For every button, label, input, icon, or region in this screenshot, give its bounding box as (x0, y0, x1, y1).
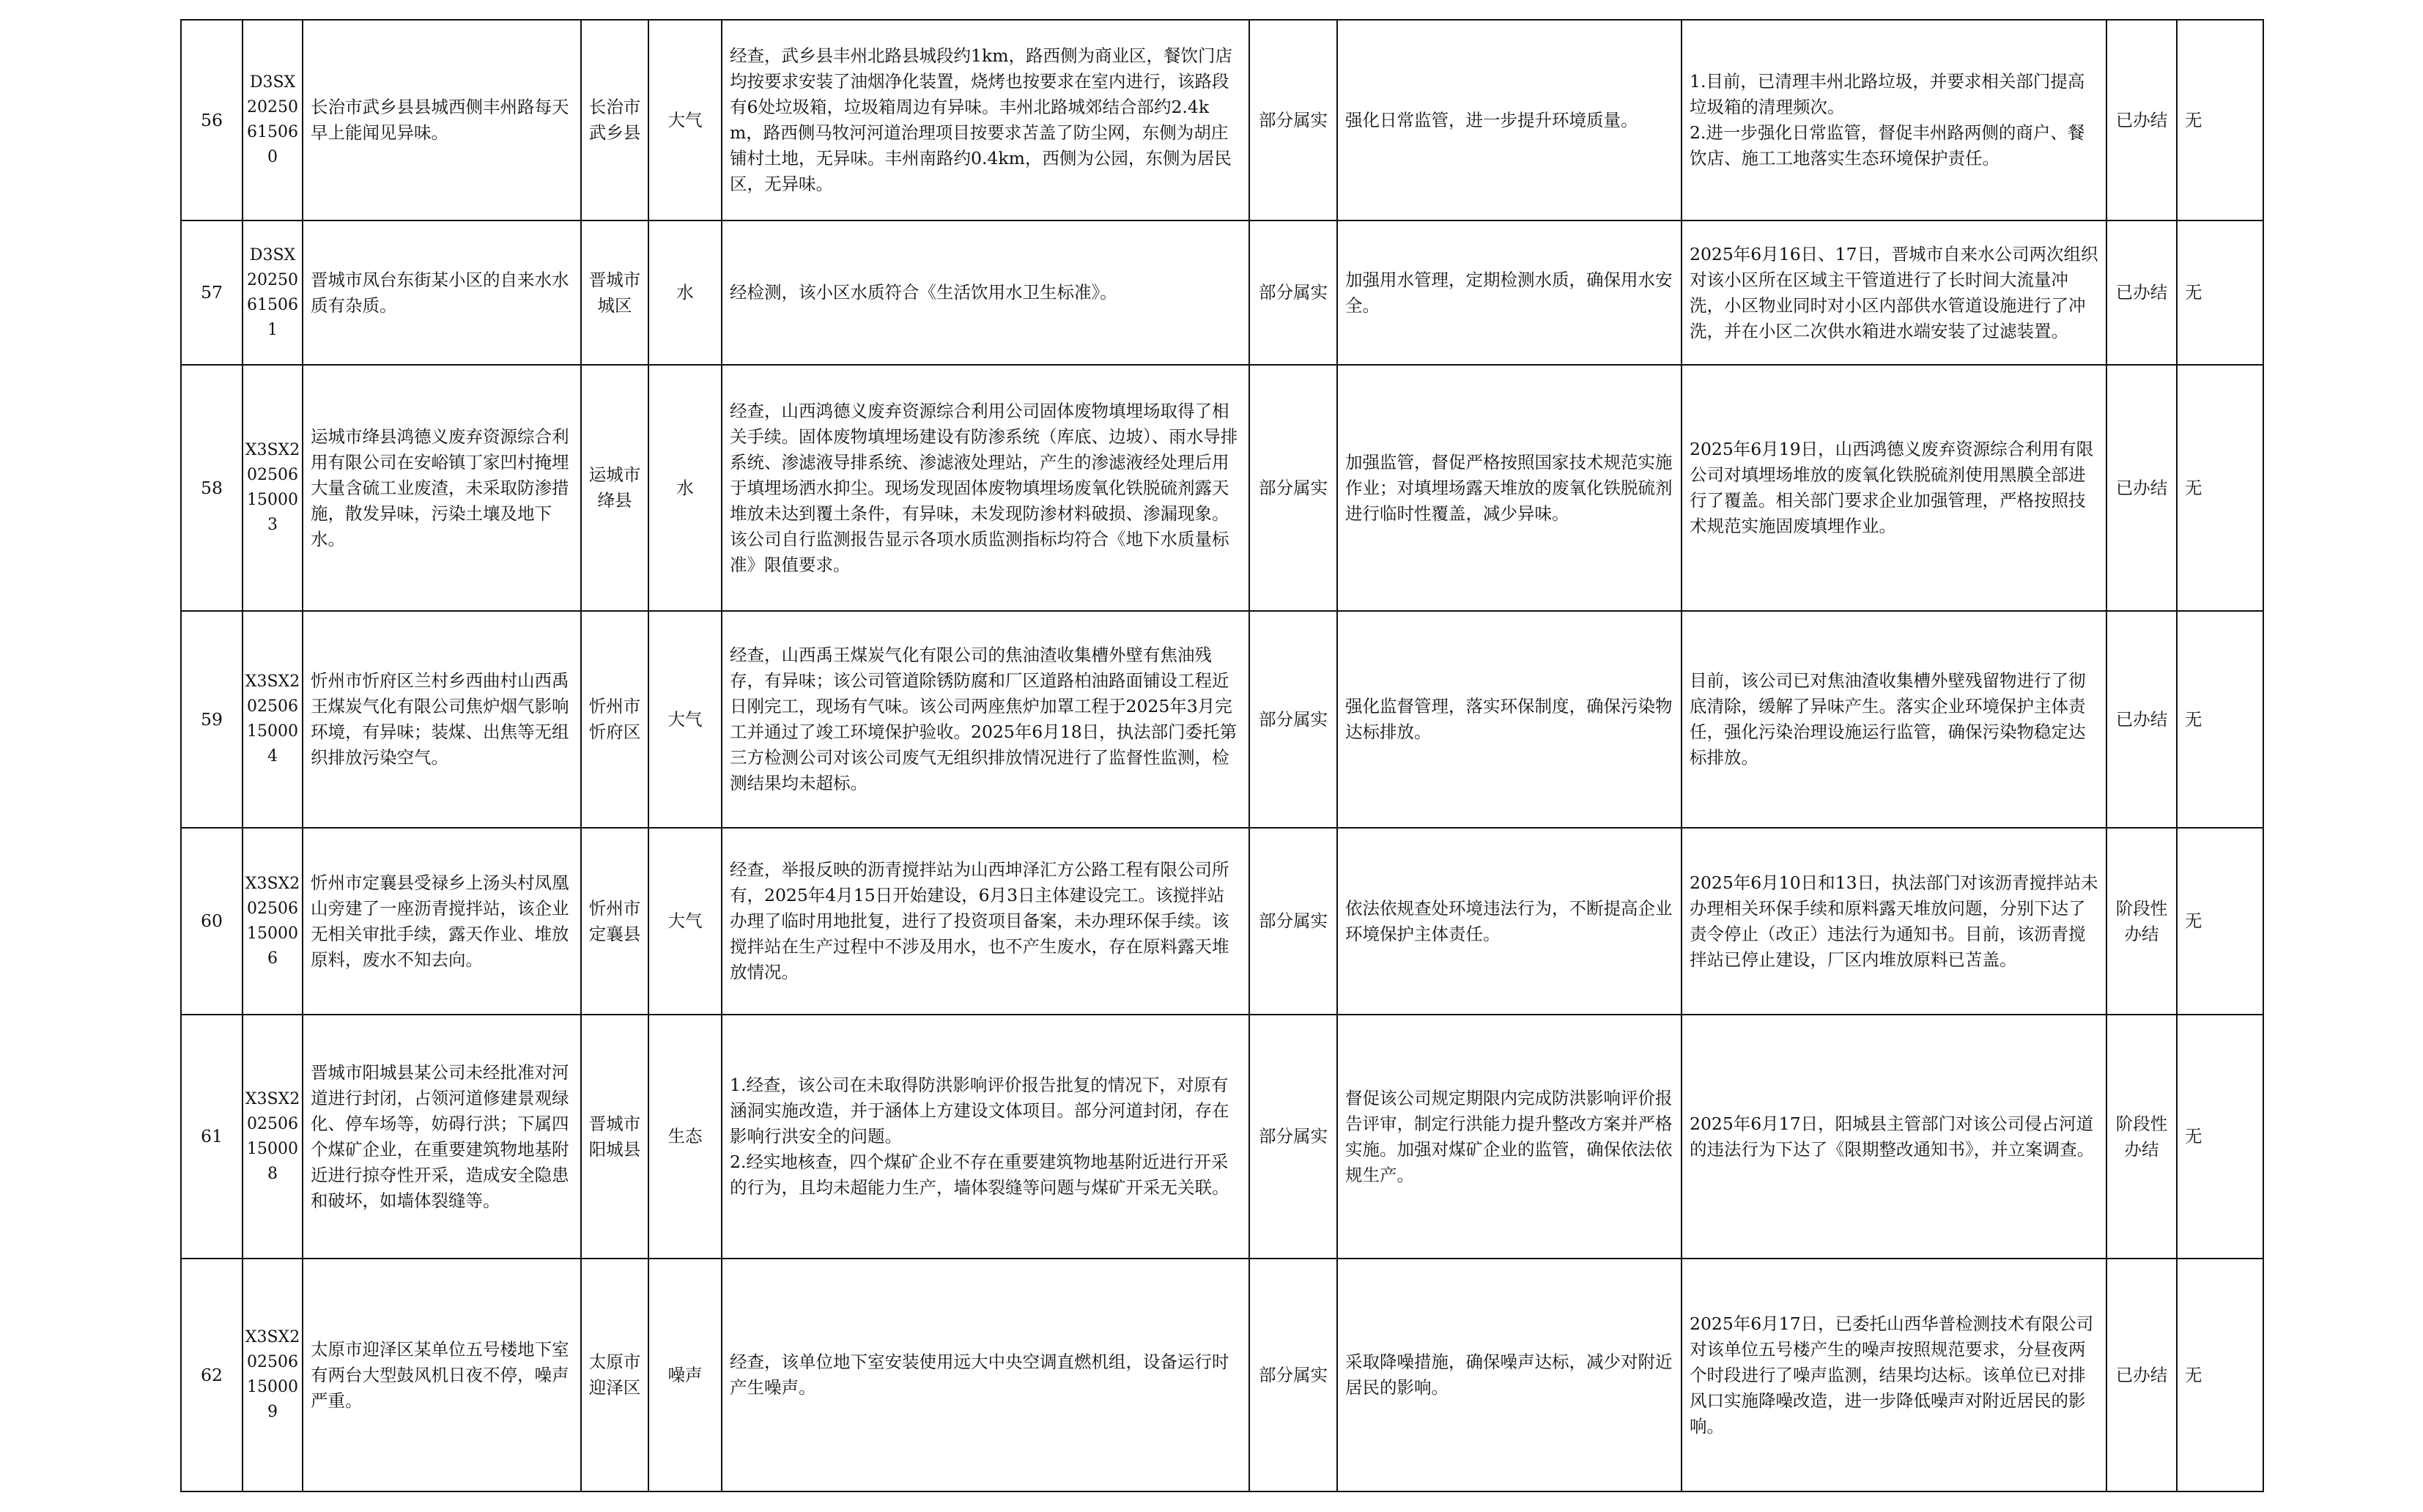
rectification-status: 2025年6月10日和13日，执法部门对该沥青搅拌站未办理相关环保手续和原料露天堆放问题，分别下达了责令停止（改正）违法行为通知书。目前，该沥青搅拌站已停止建设，厂区内堆放原料已苫盖。 (1682, 828, 2106, 1015)
completion-status: 已办结 (2106, 365, 2177, 611)
accountability: 无 (2177, 1015, 2263, 1259)
investigation-findings: 经查，举报反映的沥青搅拌站为山西坤泽汇方公路工程有限公司所有，2025年4月15日开始建设，6月3日主体建设完工。该搅拌站办理了临时用地批复，进行了投资项目备案，未办理环保手续。该搅拌站在生产过程中不涉及用水，也不产生废水，存在原料露天堆放情况。 (722, 828, 1249, 1015)
verification-result: 部分属实 (1249, 828, 1337, 1015)
completion-status: 已办结 (2106, 20, 2177, 220)
rectification-status: 2025年6月17日，已委托山西华普检测技术有限公司对该单位五号楼产生的噪声按照规范要求，分昼夜两个时段进行了噪声监测，结果均达标。该单位已对排风口实施降噪改造，进一步降低噪声对附近居民的影响。 (1682, 1259, 2106, 1491)
table-row (181, 365, 2263, 611)
rectification-status: 1.目前，已清理丰州北路垃圾，并要求相关部门提高垃圾箱的清理频次。 2.进一步强化日常监管，督促丰州路两侧的商户、餐饮店、施工工地落实生态环境保护责任。 (1682, 20, 2106, 220)
accountability: 无 (2177, 828, 2263, 1015)
verification-result: 部分属实 (1249, 20, 1337, 220)
case-code: D3SX2025061506​1 (243, 220, 303, 365)
row-number: 57 (181, 220, 243, 365)
completion-status: 阶段性办结 (2106, 828, 2177, 1015)
table-row (181, 1259, 2263, 1491)
completion-status: 已办结 (2106, 220, 2177, 365)
case-code: X3SX2025061500​03 (243, 365, 303, 611)
handling-opinion: 依法依规查处环境违法行为，不断提高企业环境保护主体责任。 (1337, 828, 1682, 1015)
complaint-content: 晋城市阳城县某公司未经批准对河道进行封闭，占领河道修建景观绿化、停车场等，妨碍行洪；下属四个煤矿企业，在重要建筑物地基附近进行掠夺性开采，造成安全隐患和破坏，如墙体裂缝等。 (303, 1015, 581, 1259)
row-number: 60 (181, 828, 243, 1015)
verification-result: 部分属实 (1249, 220, 1337, 365)
administrative-district: 忻州市忻府区 (581, 611, 648, 828)
completion-status: 已办结 (2106, 1259, 2177, 1491)
case-code: D3SX2025061506​0 (243, 20, 303, 220)
row-number: 59 (181, 611, 243, 828)
handling-opinion: 采取降噪措施，确保噪声达标，减少对附近居民的影响。 (1337, 1259, 1682, 1491)
administrative-district: 晋城市城区 (581, 220, 648, 365)
investigation-findings: 1.经查，该公司在未取得防洪影响评价报告批复的情况下，对原有涵洞实施改造，并于涵体上方建设文体项目。部分河道封闭，存在影响行洪安全的问题。 2.经实地核查，四个煤矿企业不存在重要建筑物地基附近进行开采的行为，且均未超能力生产，墙体裂缝等问题与煤矿开采无关联。 (722, 1015, 1249, 1259)
accountability: 无 (2177, 1259, 2263, 1491)
complaint-content: 太原市迎泽区某单位五号楼地下室有两台大型鼓风机日夜不停，噪声严重。 (303, 1259, 581, 1491)
completion-status: 已办结 (2106, 611, 2177, 828)
pollution-type: 噪声 (648, 1259, 722, 1491)
administrative-district: 太原市迎泽区 (581, 1259, 648, 1491)
handling-opinion: 加强用水管理，定期检测水质，确保用水安全。 (1337, 220, 1682, 365)
accountability: 无 (2177, 20, 2263, 220)
verification-result: 部分属实 (1249, 611, 1337, 828)
row-number: 62 (181, 1259, 243, 1491)
complaint-content: 忻州市忻府区兰村乡西曲村山西禹王煤炭气化有限公司焦炉烟气影响环境，有异味；装煤、出焦等无组织排放污染空气。 (303, 611, 581, 828)
complaint-content: 忻州市定襄县受禄乡上汤头村凤凰山旁建了一座沥青搅拌站，该企业无相关审批手续，露天作业、堆放原料，废水不知去向。 (303, 828, 581, 1015)
table-row (181, 220, 2263, 365)
verification-result: 部分属实 (1249, 1015, 1337, 1259)
administrative-district: 长治市武乡县 (581, 20, 648, 220)
complaint-content: 运城市绛县鸿德义废弃资源综合利用有限公司在安峪镇丁家凹村掩埋大量含硫工业废渣，未采取防渗措施，散发异味，污染土壤及地下水。 (303, 365, 581, 611)
row-number: 56 (181, 20, 243, 220)
investigation-findings: 经查，该单位地下室安装使用远大中央空调直燃机组，设备运行时产生噪声。 (722, 1259, 1249, 1491)
complaint-content: 晋城市凤台东街某小区的自来水水质有杂质。 (303, 220, 581, 365)
table-row (181, 611, 2263, 828)
case-code: X3SX2025061500​04 (243, 611, 303, 828)
case-code: X3SX2025061500​06 (243, 828, 303, 1015)
case-code: X3SX2025061500​08 (243, 1015, 303, 1259)
accountability: 无 (2177, 365, 2263, 611)
pollution-type: 大气 (648, 20, 722, 220)
pollution-type: 水 (648, 365, 722, 611)
administrative-district: 晋城市阳城县 (581, 1015, 648, 1259)
administrative-district: 运城市绛县 (581, 365, 648, 611)
table-body (181, 20, 2263, 1491)
pollution-type: 大气 (648, 828, 722, 1015)
table-row (181, 20, 2263, 220)
row-number: 61 (181, 1015, 243, 1259)
table-row (181, 828, 2263, 1015)
rectification-status: 2025年6月19日，山西鸿德义废弃资源综合利用有限公司对填埋场堆放的废氧化铁脱硫剂使用黑膜全部进行了覆盖。相关部门要求企业加强管理，严格按照技术规范实施固废填埋作业。 (1682, 365, 2106, 611)
complaint-content: 长治市武乡县县城西侧丰州路每天早上能闻见异味。 (303, 20, 581, 220)
pollution-type: 大气 (648, 611, 722, 828)
investigation-findings: 经查，山西鸿德义废弃资源综合利用公司固体废物填埋场取得了相关手续。固体废物填埋场建设有防渗系统（库底、边坡）、雨水导排系统、渗滤液导排系统、渗滤液处理站，产生的渗滤液经处理后用于填埋场洒水抑尘。现场发现固体废物填埋场废氧化铁脱硫剂露天堆放未达到覆土条件，有异味，未发现防渗材料破损、渗漏现象。该公司自行监测报告显示各项水质监测指标均符合《地下水质量标准》限值要求。 (722, 365, 1249, 611)
row-number: 58 (181, 365, 243, 611)
rectification-status: 目前，该公司已对焦油渣收集槽外壁残留物进行了彻底清除，缓解了异味产生。落实企业环境保护主体责任，强化污染治理设施运行监管，确保污染物稳定达标排放。 (1682, 611, 2106, 828)
verification-result: 部分属实 (1249, 365, 1337, 611)
pollution-type: 生态 (648, 1015, 722, 1259)
rectification-status: 2025年6月17日，阳城县主管部门对该公司侵占河道的违法行为下达了《限期整改通知书》，并立案调查。 (1682, 1015, 2106, 1259)
pollution-type: 水 (648, 220, 722, 365)
accountability: 无 (2177, 611, 2263, 828)
table-row (181, 1015, 2263, 1259)
complaint-table (180, 19, 2264, 1492)
handling-opinion: 加强监管，督促严格按照国家技术规范实施作业；对填埋场露天堆放的废氧化铁脱硫剂进行临时性覆盖，减少异味。 (1337, 365, 1682, 611)
investigation-findings: 经查，武乡县丰州北路县城段约1km，路西侧为商业区，餐饮门店均按要求安装了油烟净化装置，烧烤也按要求在室内进行，该路段有6处垃圾箱，垃圾箱周边有异味。丰州北路城郊结合部约2.4km，路西侧马牧河河道治理项目按要求苫盖了防尘网，东侧为胡庄铺村土地，无异味。丰州南路约0.4km，西侧为公园，东侧为居民区，无异味。 (722, 20, 1249, 220)
rectification-status: 2025年6月16日、17日，晋城市自来水公司两次组织对该小区所在区域主干管道进行了长时间大流量冲洗，小区物业同时对小区内部供水管道设施进行了冲洗，并在小区二次供水箱进水端安装了过滤装置。 (1682, 220, 2106, 365)
accountability: 无 (2177, 220, 2263, 365)
handling-opinion: 督促该公司规定期限内完成防洪影响评价报告评审，制定行洪能力提升整改方案并严格实施。加强对煤矿企业的监管，确保依法依规生产。 (1337, 1015, 1682, 1259)
verification-result: 部分属实 (1249, 1259, 1337, 1491)
handling-opinion: 强化日常监管，进一步提升环境质量。 (1337, 20, 1682, 220)
investigation-findings: 经查，山西禹王煤炭气化有限公司的焦油渣收集槽外壁有焦油残存，有异味；该公司管道除锈防腐和厂区道路柏油路面铺设工程近日刚完工，现场有气味。该公司两座焦炉加罩工程于2025年3月完工并通过了竣工环境保护验收。2025年6月18日，执法部门委托第三方检测公司对该公司废气无组织排放情况进行了监督性监测，检测结果均未超标。 (722, 611, 1249, 828)
investigation-findings: 经检测，该小区水质符合《生活饮用水卫生标准》。 (722, 220, 1249, 365)
administrative-district: 忻州市定襄县 (581, 828, 648, 1015)
completion-status: 阶段性办结 (2106, 1015, 2177, 1259)
case-code: X3SX2025061500​09 (243, 1259, 303, 1491)
handling-opinion: 强化监督管理，落实环保制度，确保污染物达标排放。 (1337, 611, 1682, 828)
